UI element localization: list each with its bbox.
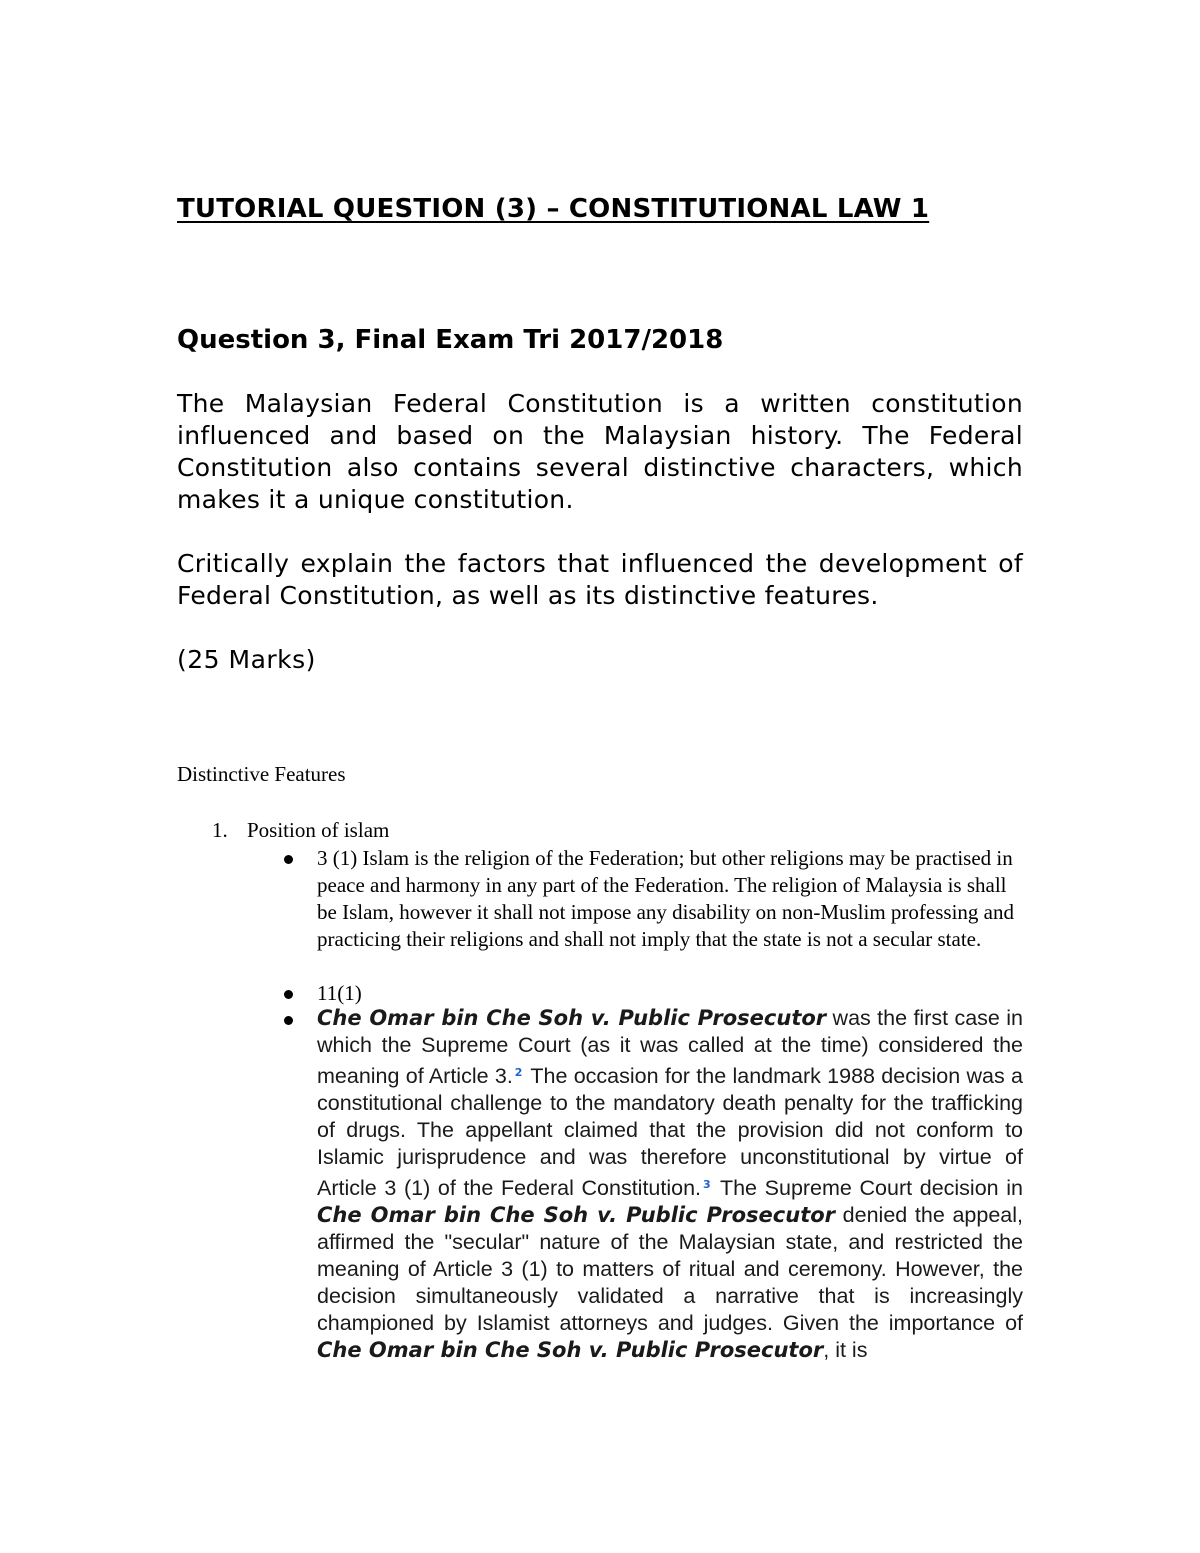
case-text-segment: The Supreme Court decision in (712, 1176, 1023, 1200)
bullet-icon (284, 990, 293, 999)
section-heading: Distinctive Features (177, 762, 346, 786)
case-text-segment: The occasion for the landmark 1988 decision was a constitutional challenge to the mandatory death penalty for the trafficking of drugs. The appellant claimed that the provision did not conform to Islamic jurisprudence and was therefore unconstitutional by virtue of Article 3 (1) of the Federal Constitution. (317, 1064, 1023, 1200)
bullet-icon (284, 1016, 293, 1025)
document-title: TUTORIAL QUESTION (3) – CONSTITUTIONAL LAW 1 (177, 194, 930, 224)
bullet-text-article-11: 11(1) (317, 981, 362, 1005)
question-heading: Question 3, Final Exam Tri 2017/2018 (177, 325, 724, 355)
case-name: Che Omar bin Che Soh v. Public Prosecutor (317, 1338, 824, 1362)
marks-label: (25 Marks) (177, 645, 316, 674)
bullet-text-case-discussion (317, 1005, 1023, 1364)
bullet-text-article-3: 3 (1) Islam is the religion of the Federation; but other religions may be practised in peace and harmony in any part of the Federation. The religion of Malaysia is shall be Islam, however it shall not impose any disability on non-Muslim professing and practicing their religions and shall not imply that the state is not a secular state. (317, 846, 1014, 951)
question-paragraph-1: The Malaysian Federal Constitution is a written constitution influenced and based on the Malaysian history. The Federal Constitution also contains several distinctive characters, which makes it a unique constitution. (177, 389, 1023, 514)
bullet-icon (284, 855, 293, 864)
case-text-segment: , it is (823, 1338, 868, 1362)
question-paragraph-2: Critically explain the factors that influenced the development of Federal Constitution, as well as its distinctive features. (177, 549, 1023, 610)
footnote-ref[interactable]: 3 (703, 1178, 711, 1191)
case-name: Che Omar bin Che Soh v. Public Prosecutor (317, 1006, 827, 1030)
case-text-segment: was the first case in which the Supreme Court (as it was called at the time) considered the meaning of Article 3. (317, 1006, 1023, 1088)
case-name: Che Omar bin Che Soh v. Public Prosecutor (317, 1203, 836, 1227)
case-text-segment: denied the appeal, affirmed the "secular" nature of the Malaysian state, and restricted the meaning of Article 3 (1) to matters of ritual and ceremony. However, the decision simultaneously validated a narrative that is increasingly championed by Islamist attorneys and judges. Given the importance of (317, 1203, 1023, 1335)
footnote-ref[interactable]: 2 (514, 1066, 523, 1079)
list-item-label: Position of islam (247, 818, 390, 842)
list-item-number: 1. (212, 818, 228, 842)
